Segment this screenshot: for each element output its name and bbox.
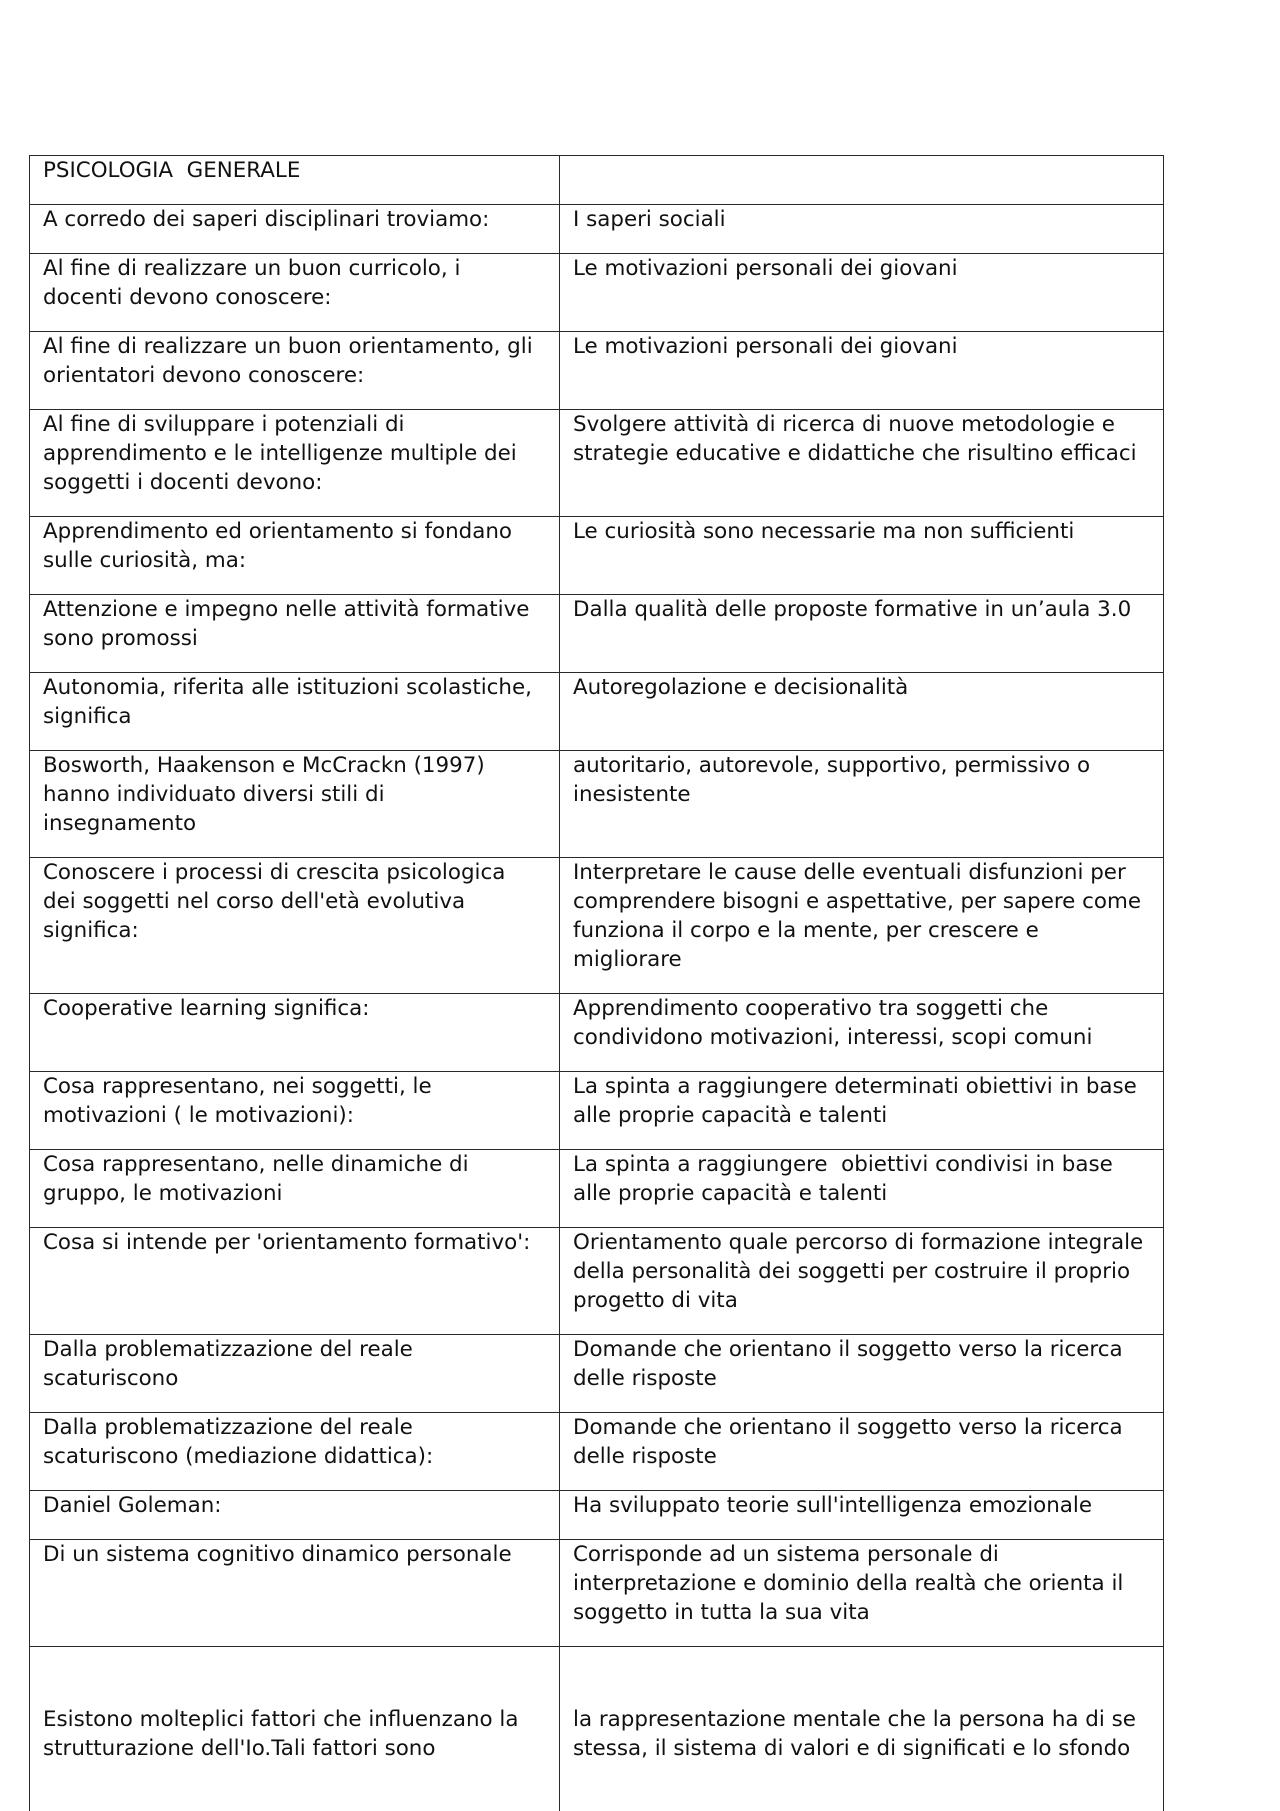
table-cell-question: Cooperative learning significa:: [30, 994, 560, 1072]
table-row: [30, 332, 1164, 410]
table-cell-answer: Domande che orientano il soggetto verso la ricerca delle risposte: [560, 1413, 1164, 1491]
table-cell-answer: Orientamento quale percorso di formazione integrale della personalità dei soggetti per costruire il proprio progetto di vita: [560, 1228, 1164, 1335]
table-row: [30, 1540, 1164, 1647]
table-row: [30, 751, 1164, 858]
table-cell-answer: [560, 1647, 1164, 1811]
table-cell-question: Bosworth, Haakenson e McCrackn (1997) hanno individuato diversi stili di insegnamento: [30, 751, 560, 858]
table-cell-answer: Le curiosità sono necessarie ma non sufficienti: [560, 517, 1164, 595]
table-cell-answer: Le motivazioni personali dei giovani: [560, 332, 1164, 410]
table-row: [30, 1150, 1164, 1228]
table-cell-answer: Dalla qualità delle proposte formative in un’aula 3.0: [560, 595, 1164, 673]
table-cell-question: Apprendimento ed orientamento si fondano sulle curiosità, ma:: [30, 517, 560, 595]
table-cell-question: Dalla problematizzazione del reale scaturiscono: [30, 1335, 560, 1413]
table-row: [30, 994, 1164, 1072]
table-cell-answer: Interpretare le cause delle eventuali disfunzioni per comprendere bisogni e aspettative, per sapere come funziona il corpo e la mente, per crescere e migliorare: [560, 858, 1164, 994]
table-row: [30, 1335, 1164, 1413]
table-cell-question: Autonomia, riferita alle istituzioni scolastiche, significa: [30, 673, 560, 751]
table-cell-answer: Le motivazioni personali dei giovani: [560, 254, 1164, 332]
table-cell-question: Daniel Goleman:: [30, 1491, 560, 1540]
table-cell-empty: [560, 156, 1164, 205]
table-cell-answer: Autoregolazione e decisionalità: [560, 673, 1164, 751]
table-row: [30, 517, 1164, 595]
table-cell-answer: Apprendimento cooperativo tra soggetti che condividono motivazioni, interessi, scopi comuni: [560, 994, 1164, 1072]
table-cell-question: Al fine di realizzare un buon orientamento, gli orientatori devono conoscere:: [30, 332, 560, 410]
table-row: [30, 410, 1164, 517]
cell-text: la rappresentazione mentale che la persona ha di se stessa, il sistema di valori e di significati e lo sfondo: [573, 1707, 1136, 1759]
table-cell-question: Attenzione e impegno nelle attività formative sono promossi: [30, 595, 560, 673]
table-cell-question: [30, 1647, 560, 1811]
table-row: [30, 858, 1164, 994]
table-cell-question: Dalla problematizzazione del reale scaturiscono (mediazione didattica):: [30, 1413, 560, 1491]
table-cell-question: Al fine di sviluppare i potenziali di apprendimento e le intelligenze multiple dei soggetti i docenti devono:: [30, 410, 560, 517]
table-row: [30, 1072, 1164, 1150]
table-row: [30, 1228, 1164, 1335]
table-row-truncated: [30, 1647, 1164, 1811]
table-cell-question: A corredo dei saperi disciplinari troviamo:: [30, 205, 560, 254]
table-cell-answer: La spinta a raggiungere determinati obiettivi in base alle proprie capacità e talenti: [560, 1072, 1164, 1150]
table-cell-answer: La spinta a raggiungere obiettivi condivisi in base alle proprie capacità e talenti: [560, 1150, 1164, 1228]
table-cell-question: Al fine di realizzare un buon curricolo, i docenti devono conoscere:: [30, 254, 560, 332]
table-cell-question: Cosa rappresentano, nei soggetti, le motivazioni ( le motivazioni):: [30, 1072, 560, 1150]
table-row: [30, 673, 1164, 751]
table-row: [30, 1413, 1164, 1491]
table-cell-question: Cosa si intende per 'orientamento formativo':: [30, 1228, 560, 1335]
cell-text: Esistono molteplici fattori che influenzano la strutturazione dell'Io.Tali fattori sono: [43, 1707, 519, 1759]
table-row: [30, 595, 1164, 673]
table-cell-answer: Corrisponde ad un sistema personale di interpretazione e dominio della realtà che orienta il soggetto in tutta la sua vita: [560, 1540, 1164, 1647]
table-row: [30, 1491, 1164, 1540]
qa-table: [29, 155, 1164, 1811]
table-row: [30, 254, 1164, 332]
table-cell-answer: Ha sviluppato teorie sull'intelligenza emozionale: [560, 1491, 1164, 1540]
table-cell-answer: Svolgere attività di ricerca di nuove metodologie e strategie educative e didattiche che risultino efficaci: [560, 410, 1164, 517]
table-cell-answer: I saperi sociali: [560, 205, 1164, 254]
table-cell-answer: Domande che orientano il soggetto verso la ricerca delle risposte: [560, 1335, 1164, 1413]
table-title-row: [30, 156, 1164, 205]
table-cell-question: Cosa rappresentano, nelle dinamiche di gruppo, le motivazioni: [30, 1150, 560, 1228]
table-cell-question: Conoscere i processi di crescita psicologica dei soggetti nel corso dell'età evolutiva significa:: [30, 858, 560, 994]
table-row: [30, 205, 1164, 254]
table-title: PSICOLOGIA GENERALE: [30, 156, 560, 205]
table-cell-question: Di un sistema cognitivo dinamico personale: [30, 1540, 560, 1647]
table-cell-answer: autoritario, autorevole, supportivo, permissivo o inesistente: [560, 751, 1164, 858]
